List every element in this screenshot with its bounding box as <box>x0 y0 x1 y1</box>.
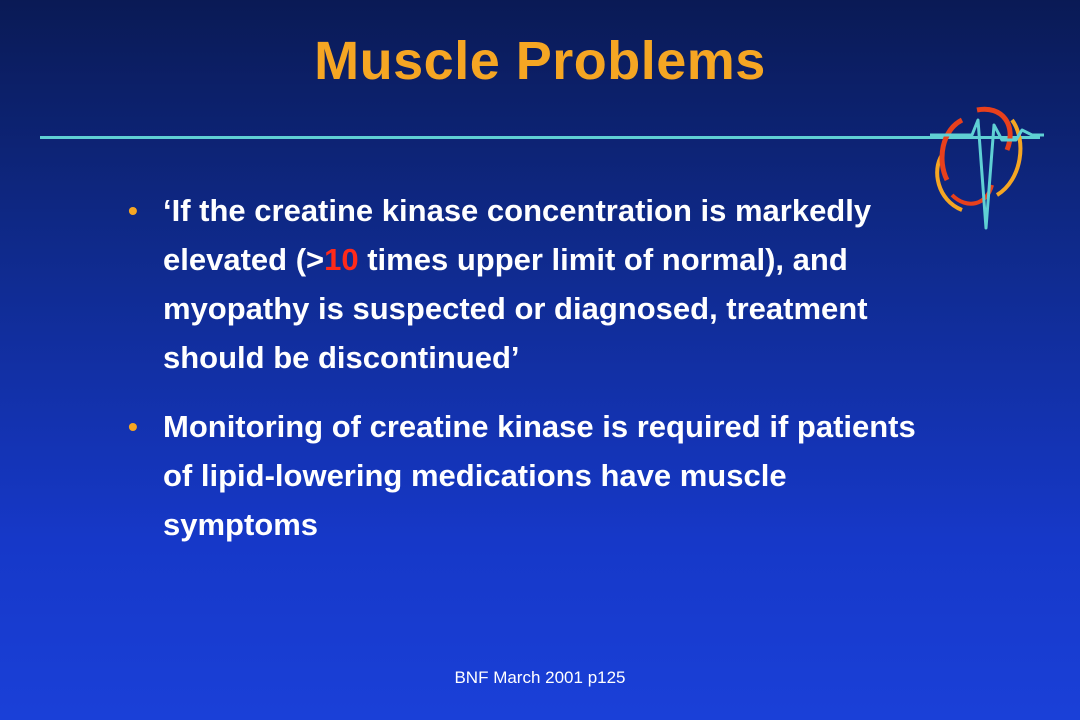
bullet-marker: • <box>128 411 138 442</box>
bullet-list <box>128 186 948 569</box>
bullet-text <box>163 193 871 375</box>
bullet-text: Monitoring of creatine kinase is required if patients of lipid-lowering medications have muscle symptoms <box>163 409 916 542</box>
bullet-item-monitoring <box>128 402 948 549</box>
slide-title: Muscle Problems <box>314 31 766 91</box>
bullet-text-after: times upper limit of normal), and myopathy is suspected or diagnosed, treatment should be discontinued’ <box>163 242 868 375</box>
title-divider-line <box>40 136 1040 139</box>
bullet-marker: • <box>128 195 138 226</box>
bullet-item-quote <box>128 186 948 382</box>
footer-citation: BNF March 2001 p125 <box>454 668 626 687</box>
highlight-number: 10 <box>324 242 359 277</box>
bullet-text-before: ‘If the creatine kinase concentration is markedly elevated (> <box>163 193 872 277</box>
